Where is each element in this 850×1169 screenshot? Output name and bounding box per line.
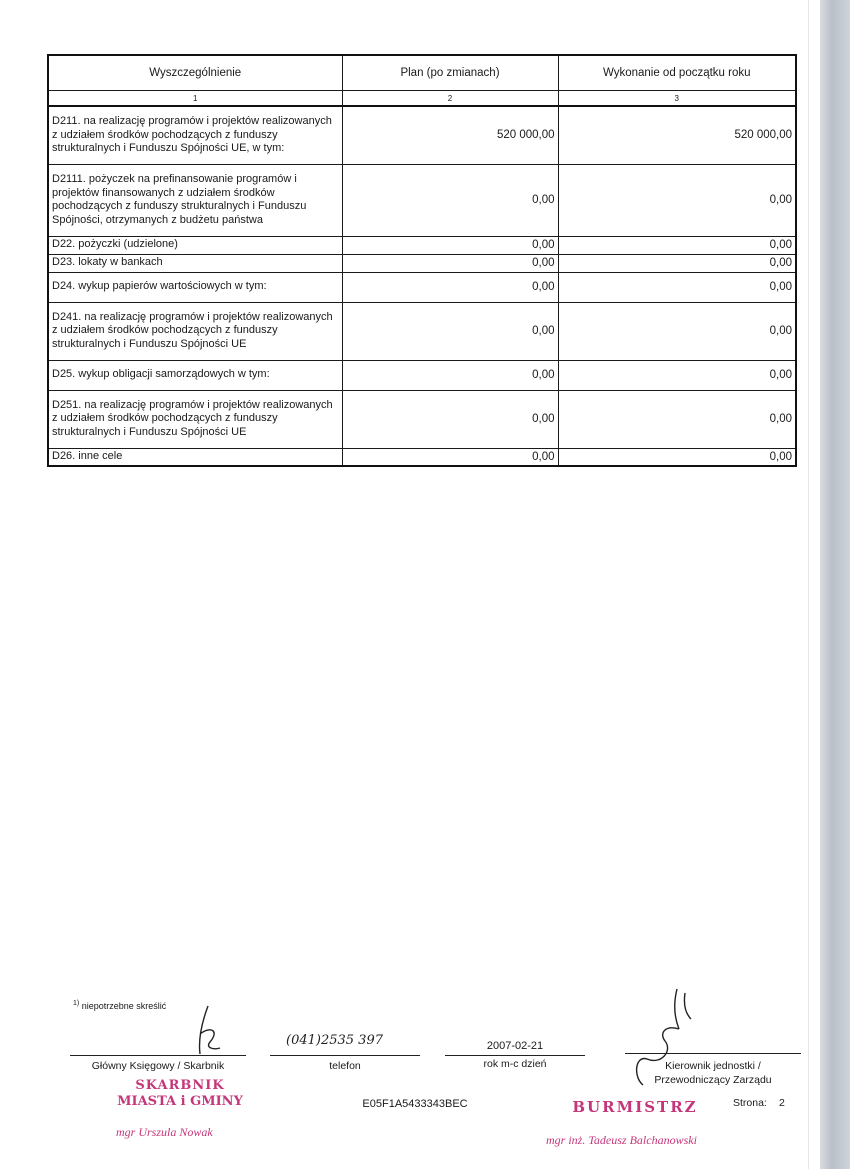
index-row (48, 91, 796, 107)
scan-edge (820, 0, 850, 1169)
row-plan: 0,00 (342, 390, 558, 448)
footnote-text: niepotrzebne skreślić (81, 1001, 167, 1011)
row-execution: 0,00 (558, 236, 796, 254)
table-row (48, 254, 796, 272)
row-description: D2111. pożyczek na prefinansowanie programów i projektów finansowanych z udziałem środków pochodzących z funduszy strukturalnych i Funduszu Spójności, otrzymanych z budżetu państwa (48, 164, 342, 236)
table-row (48, 302, 796, 360)
index-cell: 1 (48, 91, 342, 107)
table-row (48, 390, 796, 448)
row-execution: 0,00 (558, 272, 796, 302)
phone-handwritten: (041)2535 397 (286, 1033, 383, 1048)
phone-line (270, 1055, 420, 1056)
page-number: 2 (779, 1097, 785, 1109)
treasurer-stamp-line-2: MIASTA i GMINY (117, 1094, 243, 1109)
table-row (48, 272, 796, 302)
manager-label-1: Kierownik jednostki / (665, 1060, 761, 1072)
accountant-signature (180, 1004, 230, 1059)
row-description: D211. na realizację programów i projektów realizowanych z udziałem środków pochodzących z funduszy strukturalnych i Funduszu Spójności UE, w tym: (48, 106, 342, 164)
row-execution: 0,00 (558, 390, 796, 448)
header-execution: Wykonanie od początku roku (558, 55, 796, 91)
page-label: Strona: (733, 1097, 767, 1109)
row-plan: 0,00 (342, 254, 558, 272)
index-cell: 3 (558, 91, 796, 107)
row-execution: 520 000,00 (558, 106, 796, 164)
report-table (47, 54, 797, 467)
date-value: 2007-02-21 (486, 1040, 544, 1052)
date-line (445, 1055, 585, 1056)
row-execution: 0,00 (558, 302, 796, 360)
header-row (48, 55, 796, 91)
date-label: rok m-c dzień (483, 1058, 547, 1070)
row-execution: 0,00 (558, 360, 796, 390)
treasurer-stamp-line-1: SKARBNIK (135, 1078, 225, 1093)
row-plan: 520 000,00 (342, 106, 558, 164)
treasurer-stamp-name: mgr Urszula Nowak (116, 1125, 213, 1139)
table-row (48, 448, 796, 466)
manager-label-2: Przewodniczący Zarządu (654, 1074, 772, 1086)
row-description: D251. na realizację programów i projektów realizowanych z udziałem środków pochodzących z funduszy strukturalnych i Funduszu Spójności UE (48, 390, 342, 448)
table-row (48, 360, 796, 390)
row-description: D26. inne cele (48, 448, 342, 466)
index-cell: 2 (342, 91, 558, 107)
table-row (48, 106, 796, 164)
row-plan: 0,00 (342, 236, 558, 254)
row-description: D24. wykup papierów wartościowych w tym: (48, 272, 342, 302)
phone-label: telefon (329, 1060, 361, 1072)
mayor-stamp-name: mgr inż. Tadeusz Balchanowski (546, 1133, 697, 1147)
row-description: D241. na realizację programów i projektów realizowanych z udziałem środków pochodzących z funduszy strukturalnych i Funduszu Spójności UE (48, 302, 342, 360)
row-plan: 0,00 (342, 164, 558, 236)
table-row (48, 236, 796, 254)
row-description: D25. wykup obligacji samorządowych w tym: (48, 360, 342, 390)
document-code: E05F1A5433343BEC (362, 1098, 468, 1110)
row-plan: 0,00 (342, 448, 558, 466)
accountant-line (70, 1055, 246, 1056)
row-description: D22. pożyczki (udzielone) (48, 236, 342, 254)
row-execution: 0,00 (558, 254, 796, 272)
footnote-mark: 1) (73, 1000, 80, 1007)
row-plan: 0,00 (342, 302, 558, 360)
table-row (48, 164, 796, 236)
mayor-stamp-title: BURMISTRZ (572, 1098, 698, 1116)
footnote (73, 1000, 166, 1011)
row-execution: 0,00 (558, 448, 796, 466)
header-description: Wyszczególnienie (48, 55, 342, 91)
row-execution: 0,00 (558, 164, 796, 236)
row-description: D23. lokaty w bankach (48, 254, 342, 272)
row-plan: 0,00 (342, 272, 558, 302)
manager-line (625, 1053, 801, 1054)
accountant-label: Główny Księgowy / Skarbnik (91, 1060, 225, 1072)
row-plan: 0,00 (342, 360, 558, 390)
scan-edge-line (808, 0, 809, 1169)
header-plan: Plan (po zmianach) (342, 55, 558, 91)
